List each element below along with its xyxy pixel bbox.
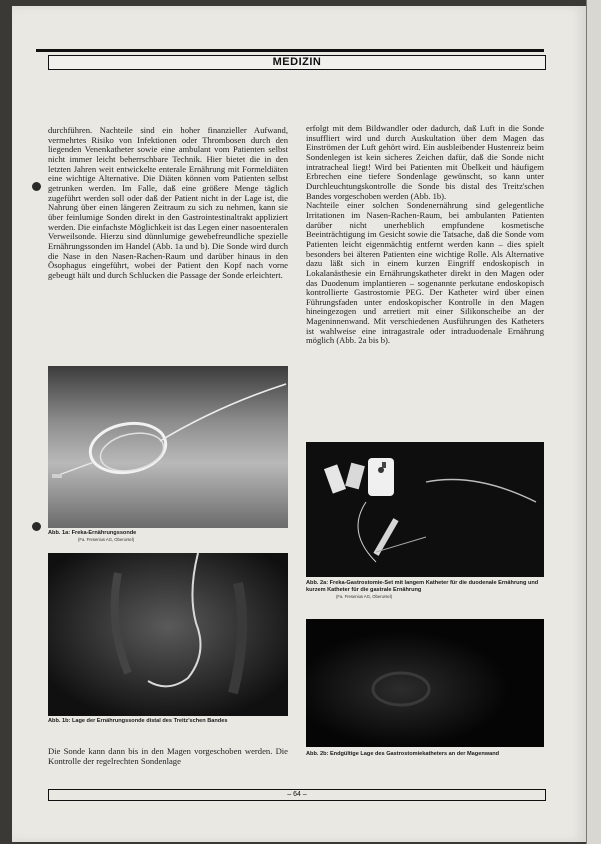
section-header bbox=[48, 55, 546, 70]
figure-2b-caption bbox=[306, 751, 544, 758]
figure-2b-label: Abb. 2b: bbox=[306, 751, 329, 757]
xray-illustration bbox=[48, 553, 288, 716]
left-column bbox=[48, 126, 288, 281]
left-paragraph: durchführen. Nachteile sind ein hoher finanzieller Aufwand, vermehrtes Risiko von Infektionen oder Thrombosen durch den liegenden Venenkatheter sowie eine ambulant vom Patienten selbst nicht immer leicht beherrschbare Technik. Hier bietet die in den letzten Jahren weit entwickelte enterale Ernährung mit Formeldiäten eine wichtige Alternative. Die Diäten können vom Patienten selbst getrunken werden. Im Falle, daß eine größere Menge täglich zugeführt werden soll oder daß der Patient nicht in der Lage ist, die Nahrung über einen längeren Zeitraum zu sich zu nehmen, kann sie über feinlumige Sonden direkt in den Gastrointestinaltrakt appliziert werden. Die einfachste Möglichkeit ist das Legen einer nasoenteralen Verweilsonde. Hierzu sind dünnlumige gewebefreundliche spezielle Ernährungssonden im Handel (Abb. 1a und b). Die Sonde wird durch die Nase in den Nasen-Rachen-Raum und darüber hinaus in den Ösophagus eingeführt, wobei der Patient den Kopf nach vorne gebeugt hält und durch Schlucken die Passage der Sonde erleichtert. bbox=[48, 125, 288, 280]
figure-2a-label: Abb. 2a: bbox=[306, 580, 329, 586]
figure-2a-caption bbox=[306, 580, 544, 599]
header-rule bbox=[36, 49, 544, 52]
figure-1a-caption bbox=[48, 530, 288, 542]
figure-1b-title: Lage der Ernährungssonde distal des Treitz'schen Bandes bbox=[71, 718, 228, 724]
left-column-continuation: Die Sonde kann dann bis in den Magen vorgeschoben werden. Die Kontrolle der regelrechten Sondenlage bbox=[48, 746, 288, 766]
figure-1b-photo bbox=[48, 553, 288, 716]
section-title: MEDIZIN bbox=[272, 56, 322, 68]
right-column bbox=[306, 124, 544, 346]
figure-1b-label: Abb. 1b: bbox=[48, 718, 71, 724]
figure-1b-caption bbox=[48, 718, 288, 725]
figure-1a-credit: (Fa. Fresenius AG, Oberursel) bbox=[78, 537, 135, 542]
figure-2a-title: Freka-Gastrostomie-Set mit langem Katheter für die duodenale Ernährung und kurzem Katheter für die gastrale Ernährung bbox=[306, 580, 539, 593]
adjacent-page-edge bbox=[586, 0, 601, 844]
figure-2b-photo bbox=[306, 619, 544, 747]
figure-1a-title: Freka-Ernährungssonde bbox=[71, 530, 137, 536]
endoscopy-illustration bbox=[306, 619, 544, 747]
binder-hole bbox=[32, 182, 41, 191]
figure-2a-photo bbox=[306, 442, 544, 577]
figure-1a-label: Abb. 1a: bbox=[48, 530, 71, 536]
figure-2b-title: Endgültige Lage des Gastrostomiekatheters an der Magenwand bbox=[329, 751, 500, 757]
right-paragraph-1: erfolgt mit dem Bildwandler oder dadurch, daß Luft in die Sonde insuffliert wird und durch Auskultation über dem Magen das Einströmen der Luft gehört wird. Ein ausbleibender Hustenreiz beim Sondenlegen ist kein sicheres Zeichen dafür, daß die Sonde nicht intratracheal liegt! Wird bei Patienten mit Übelkeit und häufigem Erbrechen eine tiefere Sondenlage gewünscht, so kann unter Durchleuchtungskontrolle die Sonde bis distal des Treitz'schen Bandes vorgeschoben werden (Abb. 1b). bbox=[306, 123, 544, 201]
right-paragraph-2: Nachteile einer solchen Sondenernährung sind gelegentliche Irritationen im Nasen-Rachen-Raum, bei ambulanten Patienten darüber nicht unerheblich empfundene kosmetische Beeinträchtigung im Gesicht sowie die Tatsache, daß die Sonde vom Patienten leicht eigenmächtig entfernt werden kann – dies spielt besonders bei älteren Patienten eine wichtige Rolle. Als Alternative dazu läßt sich in einem kurzen Eingriff endoskopisch in Lokalanästhesie ein Ernährungskatheter direkt in den Magen oder das Duodenum implantieren – sogenannte perkutane endoskopisch kontrollierte Gastrostomie PEG. Der Katheter wird über einen Führungsfaden unter endoskopischer Kontrolle in den Magen hineingezogen und arretiert mit einer Silikonscheibe an der Mageninnenwand. Mit verschiedenen Ausführungen des Katheters ist wahlweise eine intragastrale oder intraduodenale Ernährung möglich (Abb. 2a bis b). bbox=[306, 200, 544, 346]
figure-1a-photo bbox=[48, 366, 288, 528]
feeding-tube-illustration bbox=[48, 366, 288, 528]
figure-2a-credit: (Fa. Fresenius AG, Oberursel) bbox=[336, 594, 393, 599]
footer bbox=[48, 789, 546, 801]
page-number: – 64 – bbox=[287, 791, 307, 798]
gastrostomy-set-illustration bbox=[306, 442, 544, 577]
binder-hole bbox=[32, 522, 41, 531]
